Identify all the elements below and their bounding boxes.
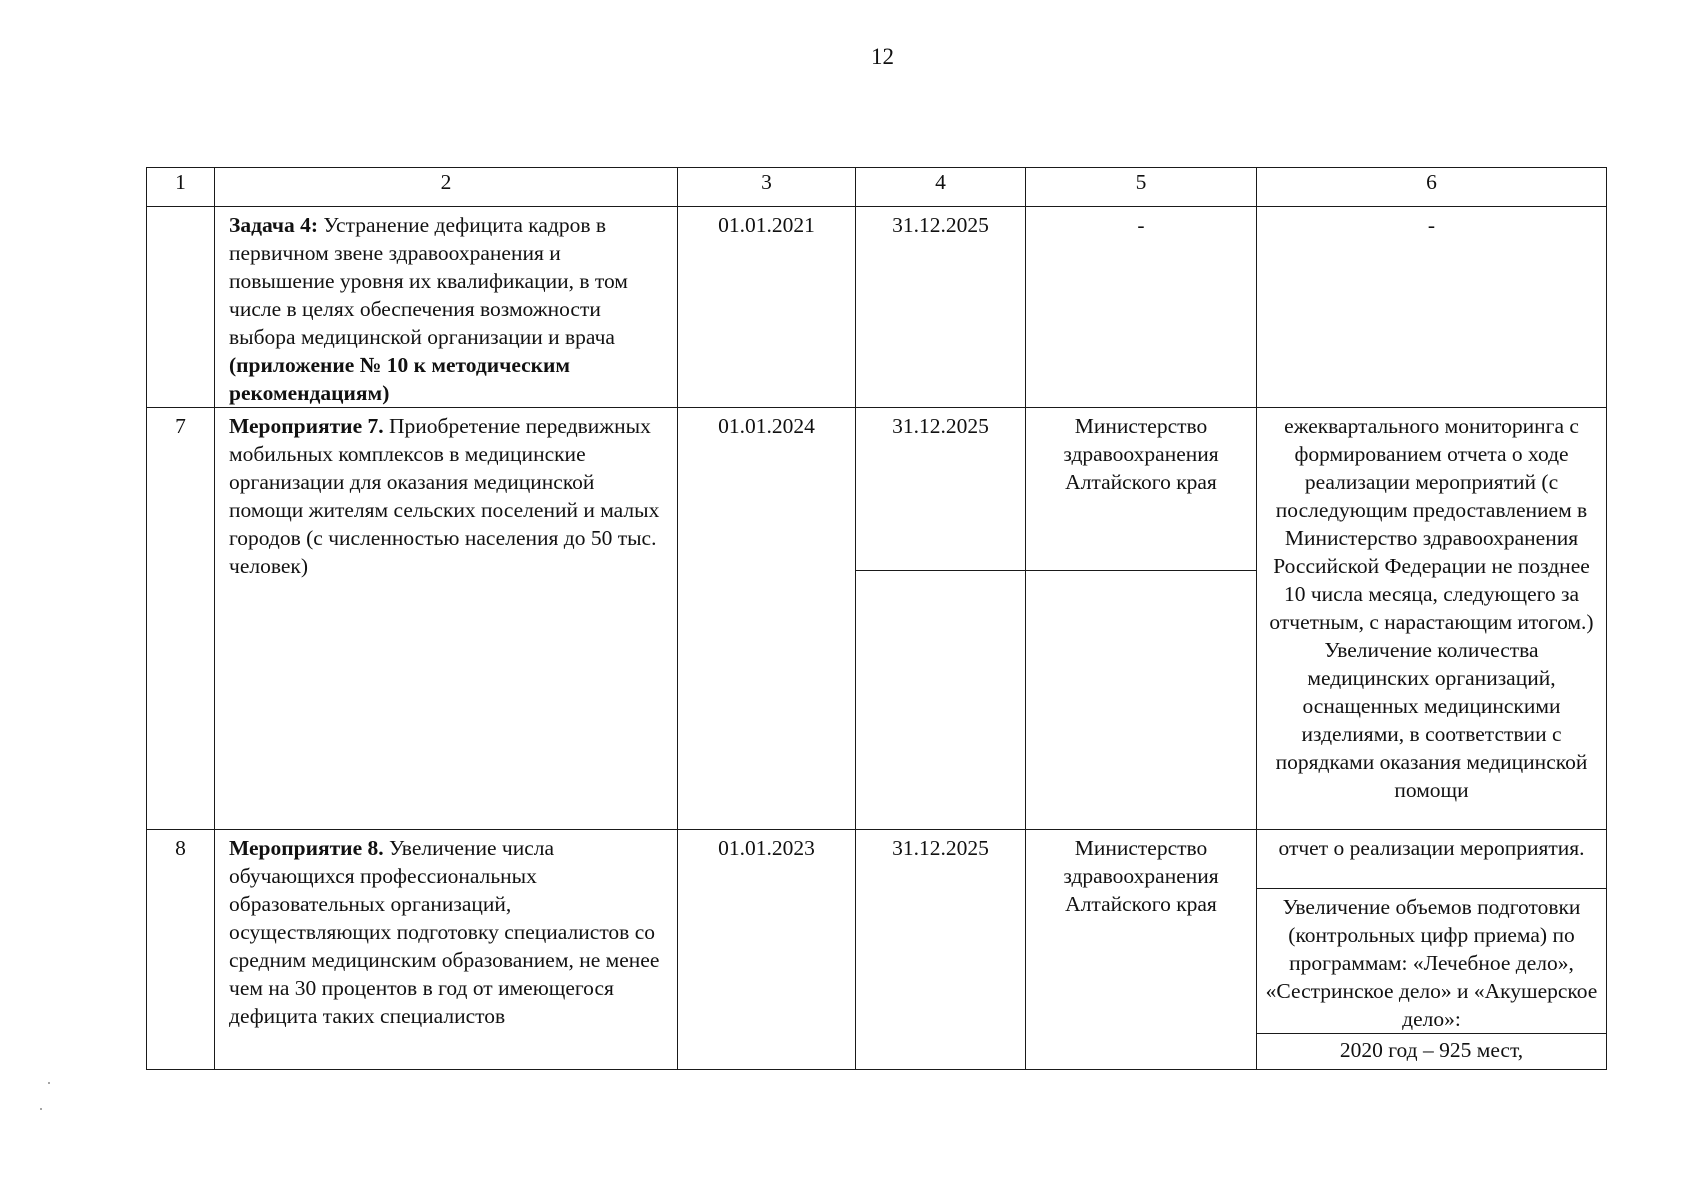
task-description (215, 207, 678, 408)
end-date-cell (856, 408, 1026, 830)
task-appendix-ref: (приложение № 10 к методическим рекомендациям) (229, 353, 571, 405)
start-date: 01.01.2021 (678, 207, 856, 408)
header-cell-3: 3 (678, 168, 856, 207)
measure-description (215, 830, 678, 1070)
measures-table (146, 167, 1607, 1070)
result-cell (1257, 830, 1607, 1070)
result-2020: 2020 год – 925 мест, (1339, 1038, 1524, 1062)
measure-title: Мероприятие 8. (229, 836, 384, 860)
result-report: отчет о реализации мероприятия. (1257, 830, 1606, 889)
header-cell-5: 5 (1026, 168, 1257, 207)
table-row-measure7 (147, 408, 1607, 830)
responsible: Министерство здравоохранения Алтайского края (1026, 408, 1256, 571)
start-date: 01.01.2024 (678, 408, 856, 830)
end-date: 31.12.2025 (856, 408, 1025, 571)
header-cell-6: 6 (1257, 168, 1607, 207)
measure-description (215, 408, 678, 830)
row-number (147, 207, 215, 408)
row-number: 7 (147, 408, 215, 830)
page-number: 12 (871, 44, 894, 69)
header-cell-1: 1 (147, 168, 215, 207)
result: ежеквартального мониторинга с формированием отчета о ходе реализации мероприятий (с последующим предоставлением в Министерство здравоохранения Российской Федерации не позднее 10 числа месяца, следующего за отчетным, с нарастающим итогом.) Увеличение количества медицинских организаций, оснащенных медицинскими изделиями, в соответствии с порядками оказания медицинской помощи (1257, 408, 1607, 830)
end-date: 31.12.2025 (856, 830, 1026, 1070)
table-row-task4 (147, 207, 1607, 408)
measure-text: Увеличение числа обучающихся профессиональных образовательных организаций, осуществляющих подготовку специалистов со средним медицинским образованием, не менее чем на 30 процентов в год от имеющегося дефицита таких специалистов (229, 836, 660, 1028)
row-number: 8 (147, 830, 215, 1070)
responsible: - (1026, 207, 1257, 408)
header-row (147, 168, 1607, 207)
task-text: Устранение дефицита кадров в первичном звене здравоохранения и повышение уровня их квалификации, в том числе в целях обеспечения возможности выбора медицинской организации и врача (229, 213, 628, 349)
responsible: Министерство здравоохранения Алтайского края (1026, 830, 1257, 1070)
result-increase: Увеличение объемов подготовки (контрольных цифр приема) по программам: «Лечебное дело», «Сестринское дело» и «Акушерское дело»: (1257, 889, 1606, 1034)
header-cell-4: 4 (856, 168, 1026, 207)
scan-speck (40, 1108, 42, 1110)
responsible-cell (1026, 408, 1257, 830)
end-date: 31.12.2025 (856, 207, 1026, 408)
measure-title: Мероприятие 7. (229, 414, 384, 438)
table-row-measure8 (147, 830, 1607, 1070)
result: - (1257, 207, 1607, 408)
start-date: 01.01.2023 (678, 830, 856, 1070)
header-cell-2: 2 (215, 168, 678, 207)
scan-speck (48, 1082, 50, 1084)
measure-text: Приобретение передвижных мобильных комплексов в медицинские организации для оказания медицинской помощи жителям сельских поселений и малых городов (с численностью населения до 50 тыс. человек) (229, 414, 660, 578)
task-title: Задача 4: (229, 213, 319, 237)
